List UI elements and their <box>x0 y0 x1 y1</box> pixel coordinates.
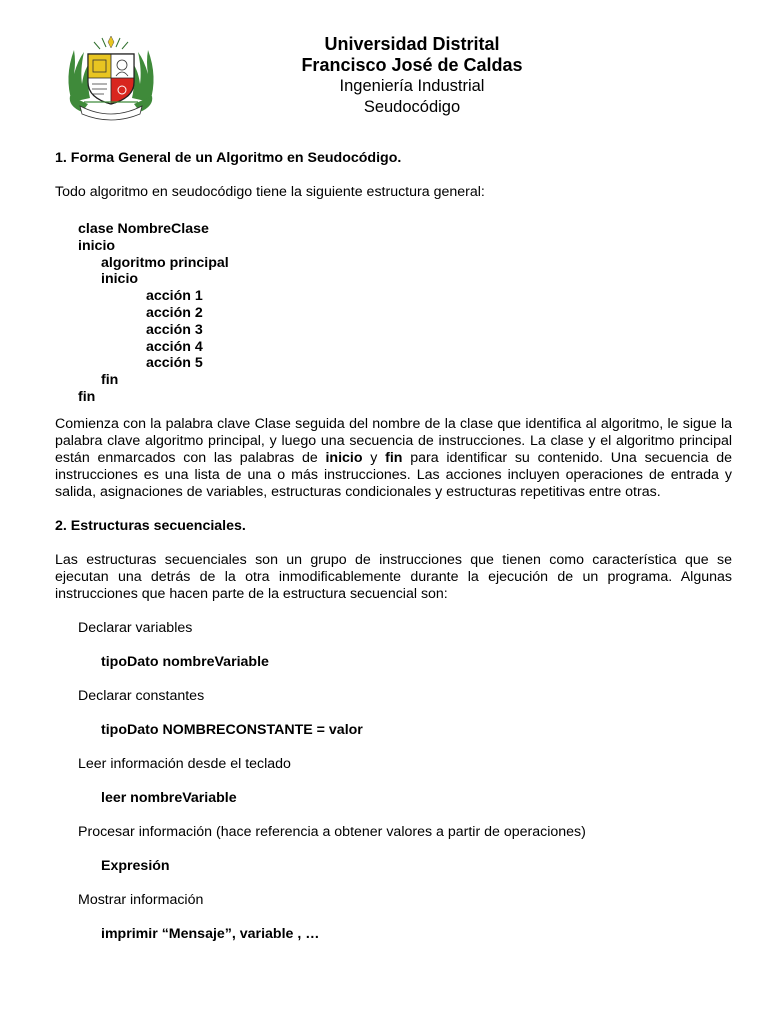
section2-paragraph: Las estructuras secuenciales son un grupo de instrucciones que tienen como característica que se ejecutan una detrás de la otra inmodificablemente durante la ejecución de un programa. Algunas instrucciones que hacen parte de la estructura secuencial son: <box>55 551 732 602</box>
university-seal-icon <box>62 32 160 124</box>
section1-heading: 1. Forma General de un Algoritmo en Seudocódigo. <box>55 150 402 166</box>
code-line: acción 4 <box>146 338 203 355</box>
code-line: acción 2 <box>146 304 203 321</box>
section2-heading: 2. Estructuras secuenciales. <box>55 517 246 534</box>
university-name-2: Francisco José de Caldas <box>301 55 523 75</box>
code-line: acción 3 <box>146 321 203 338</box>
keyword-fin: fin <box>385 449 403 466</box>
code-line: algoritmo principal <box>101 254 229 271</box>
item-syntax: tipoDato NOMBRECONSTANTE = valor <box>101 721 363 738</box>
para-text: Comienza con la palabra clave Clase seguida del nombre de la clase que identifica al algoritmo, le sigue la palabra clave algoritmo principal, y luego una secuencia de instrucciones. La clase y el algoritmo principal están enmarcados con las palabras de <box>55 415 732 466</box>
faculty-name: Ingeniería Industrial <box>339 77 485 95</box>
item-label: Declarar variables <box>78 619 193 636</box>
item-label: Procesar información (hace referencia a obtener valores a partir de operaciones) <box>78 823 586 840</box>
university-logo <box>62 32 160 124</box>
section1-paragraph <box>55 416 732 501</box>
item-label: Leer información desde el teclado <box>78 755 291 772</box>
document-header <box>240 34 584 118</box>
item-syntax: Expresión <box>101 857 170 874</box>
code-line: inicio <box>78 237 116 254</box>
code-line: acción 5 <box>146 355 203 372</box>
item-syntax: tipoDato nombreVariable <box>101 653 269 670</box>
item-label: Mostrar información <box>78 891 204 908</box>
code-line: fin <box>78 388 96 405</box>
code-line: fin <box>101 372 119 389</box>
item-syntax: imprimir “Mensaje”, variable , … <box>101 925 320 942</box>
keyword-inicio: inicio <box>325 449 363 466</box>
pseudocode-block <box>55 221 732 406</box>
code-line: inicio <box>101 271 139 288</box>
item-label: Declarar constantes <box>78 687 205 704</box>
document-title: Seudocódigo <box>363 98 461 116</box>
para-text: y <box>362 449 386 466</box>
code-line: clase NombreClase <box>78 221 209 237</box>
university-name: Universidad Distrital <box>324 34 500 54</box>
para-text: para identificar su contenido. Una secuencia de instrucciones es una lista de una o más instrucciones. Las acciones incluyen operaciones de entrada y salida, asignaciones de variables, estructuras condicionales y estructuras repetitivas entre otras. <box>55 449 732 500</box>
item-syntax: leer nombreVariable <box>101 789 237 806</box>
section1-intro: Todo algoritmo en seudocódigo tiene la siguiente estructura general: <box>55 184 485 200</box>
code-line: acción 1 <box>146 288 203 305</box>
document-body <box>55 150 732 943</box>
